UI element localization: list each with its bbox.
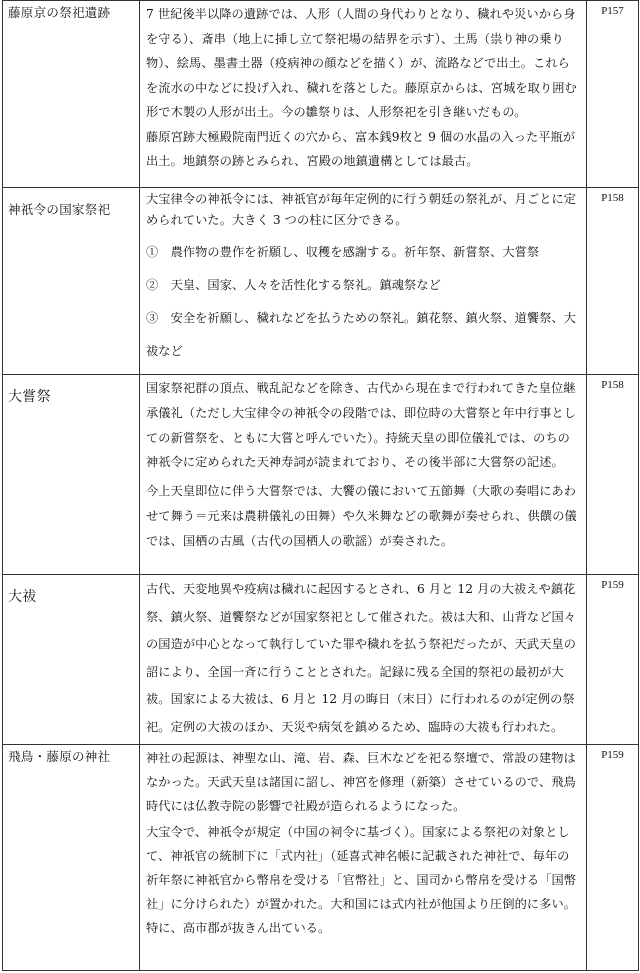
- term-cell: 藤原京の祭祀遺跡: [3, 1, 140, 188]
- table-row: [3, 188, 639, 375]
- description-paragraph: 大宝令で、神祇令が規定（中国の祠令に基づく）。国家による祭祀の対象として、神祇官の統制下に「式内社」（延喜式神名帳に記載された神社で、毎年の祈年祭に神祇官から幣帛を受ける「官幣社」と、国司から幣帛を受ける「国幣社」に分けられた）が置かれた。大和国には式内社が他国より圧倒的に多い。特に、高市郡が抜きん出ている。: [146, 825, 577, 935]
- description-cell: [140, 745, 587, 971]
- table-row: [3, 375, 639, 575]
- term-cell: 神祇令の国家祭祀: [3, 188, 140, 375]
- description-cell: [140, 1, 587, 188]
- term-cell: 飛鳥・藤原の神社: [3, 745, 140, 971]
- page-number: P158: [587, 188, 639, 375]
- description-paragraph: 古代、天変地異や疫病は穢れに起因するとされ、6 月と 12 月の大祓えや鎮花祭、鎮火祭、道饗祭などが国家祭祀として催された。祓は大和、山背など国々の国造が中心となって執行していた罪や穢れを払う祭祀だったが、天武天皇の詔により、全国一斉に行うこととされた。記録に残る全国的祭祀の最初が大祓。国家による大祓は、6 月と 12 月の晦日（末日）に行われるのが定例の祭祀。定例の大祓のほか、天災や病気を鎮めるため、臨時の大祓も行われた。: [146, 582, 577, 734]
- numbered-item: ② 天皇、国家、人々を活性化する祭礼。鎮魂祭など: [146, 278, 441, 292]
- glossary-table: [2, 0, 639, 971]
- description-cell: [140, 375, 587, 575]
- description-paragraph: 国家祭祀群の頂点、戦乱記などを除き、古代から現在まで行われてきた皇位継承儀礼（ただし大宝律令の神祇令の段階では、即位時の大嘗祭と年中行事としての新嘗祭を、ともに大嘗と呼んでいた）。持統天皇の即位儀礼では、のちの神祇令に定められた天神寿詞が読まれており、その後半部に大嘗祭の記述。: [146, 381, 577, 470]
- page-number: P157: [587, 1, 639, 188]
- page-number: P159: [587, 575, 639, 745]
- description-paragraph: 藤原宮跡大極殿院南門近くの穴から、富本銭9枚と 9 個の水晶の入った平瓶が出土。地鎮祭の跡とみられ、宮殿の地鎮遺構としては最古。: [146, 129, 576, 168]
- description-paragraph: 今上天皇即位に伴う大嘗祭では、大饗の儀において五節舞（大歌の奏唱にあわせて舞う＝元来は農耕儀礼の田舞）や久米舞などの歌舞が奏せられ、供饌の儀では、国栖の古風（古代の国栖人の歌謡）が奏された。: [146, 484, 577, 548]
- page-number: P159: [587, 745, 639, 971]
- term-cell: 大祓: [3, 575, 140, 745]
- table-row: [3, 745, 639, 971]
- table-row: [3, 1, 639, 188]
- description-paragraph: 神社の起源は、神聖な山、滝、岩、森、巨木などを祀る祭壇で、常設の建物はなかった。天武天皇は諸国に詔し、神宮を修理（新築）させているので、飛鳥時代には仏教寺院の影響で社殿が造られるようになった。: [146, 751, 576, 813]
- term-cell: 大嘗祭: [3, 375, 140, 575]
- description-paragraph: 大宝律令の神祇令には、神祇官が毎年定例的に行う朝廷の祭礼が、月ごとに定められていた。大きく 3 つの柱に区分できる。: [146, 192, 577, 227]
- numbered-item: ③ 安全を祈願し、穢れなどを払うための祭礼。鎮花祭、鎮火祭、道饗祭、大祓など: [146, 311, 577, 358]
- description-cell: [140, 188, 587, 375]
- numbered-item: ① 農作物の豊作を祈願し、収穫を感謝する。祈年祭、新嘗祭、大嘗祭: [146, 245, 540, 259]
- description-paragraph: 7 世紀後半以降の遺跡では、人形（人間の身代わりとなり、穢れや災いから身を守る）、斎串（地上に挿し立て祭祀場の結界を示す）、土馬（祟り神の乗り物）、絵馬、墨書土器（疫病神の顔などを描く）が、流路などで出土。これらを流水の中などに投げ入れ、穢れを落とした。藤原京からは、宮城を取り囲む形で木製の人形が出土。今の雛祭りは、人形祭祀を引き継いだもの。: [146, 7, 577, 119]
- table-row: [3, 575, 639, 745]
- page-number: P158: [587, 375, 639, 575]
- description-cell: [140, 575, 587, 745]
